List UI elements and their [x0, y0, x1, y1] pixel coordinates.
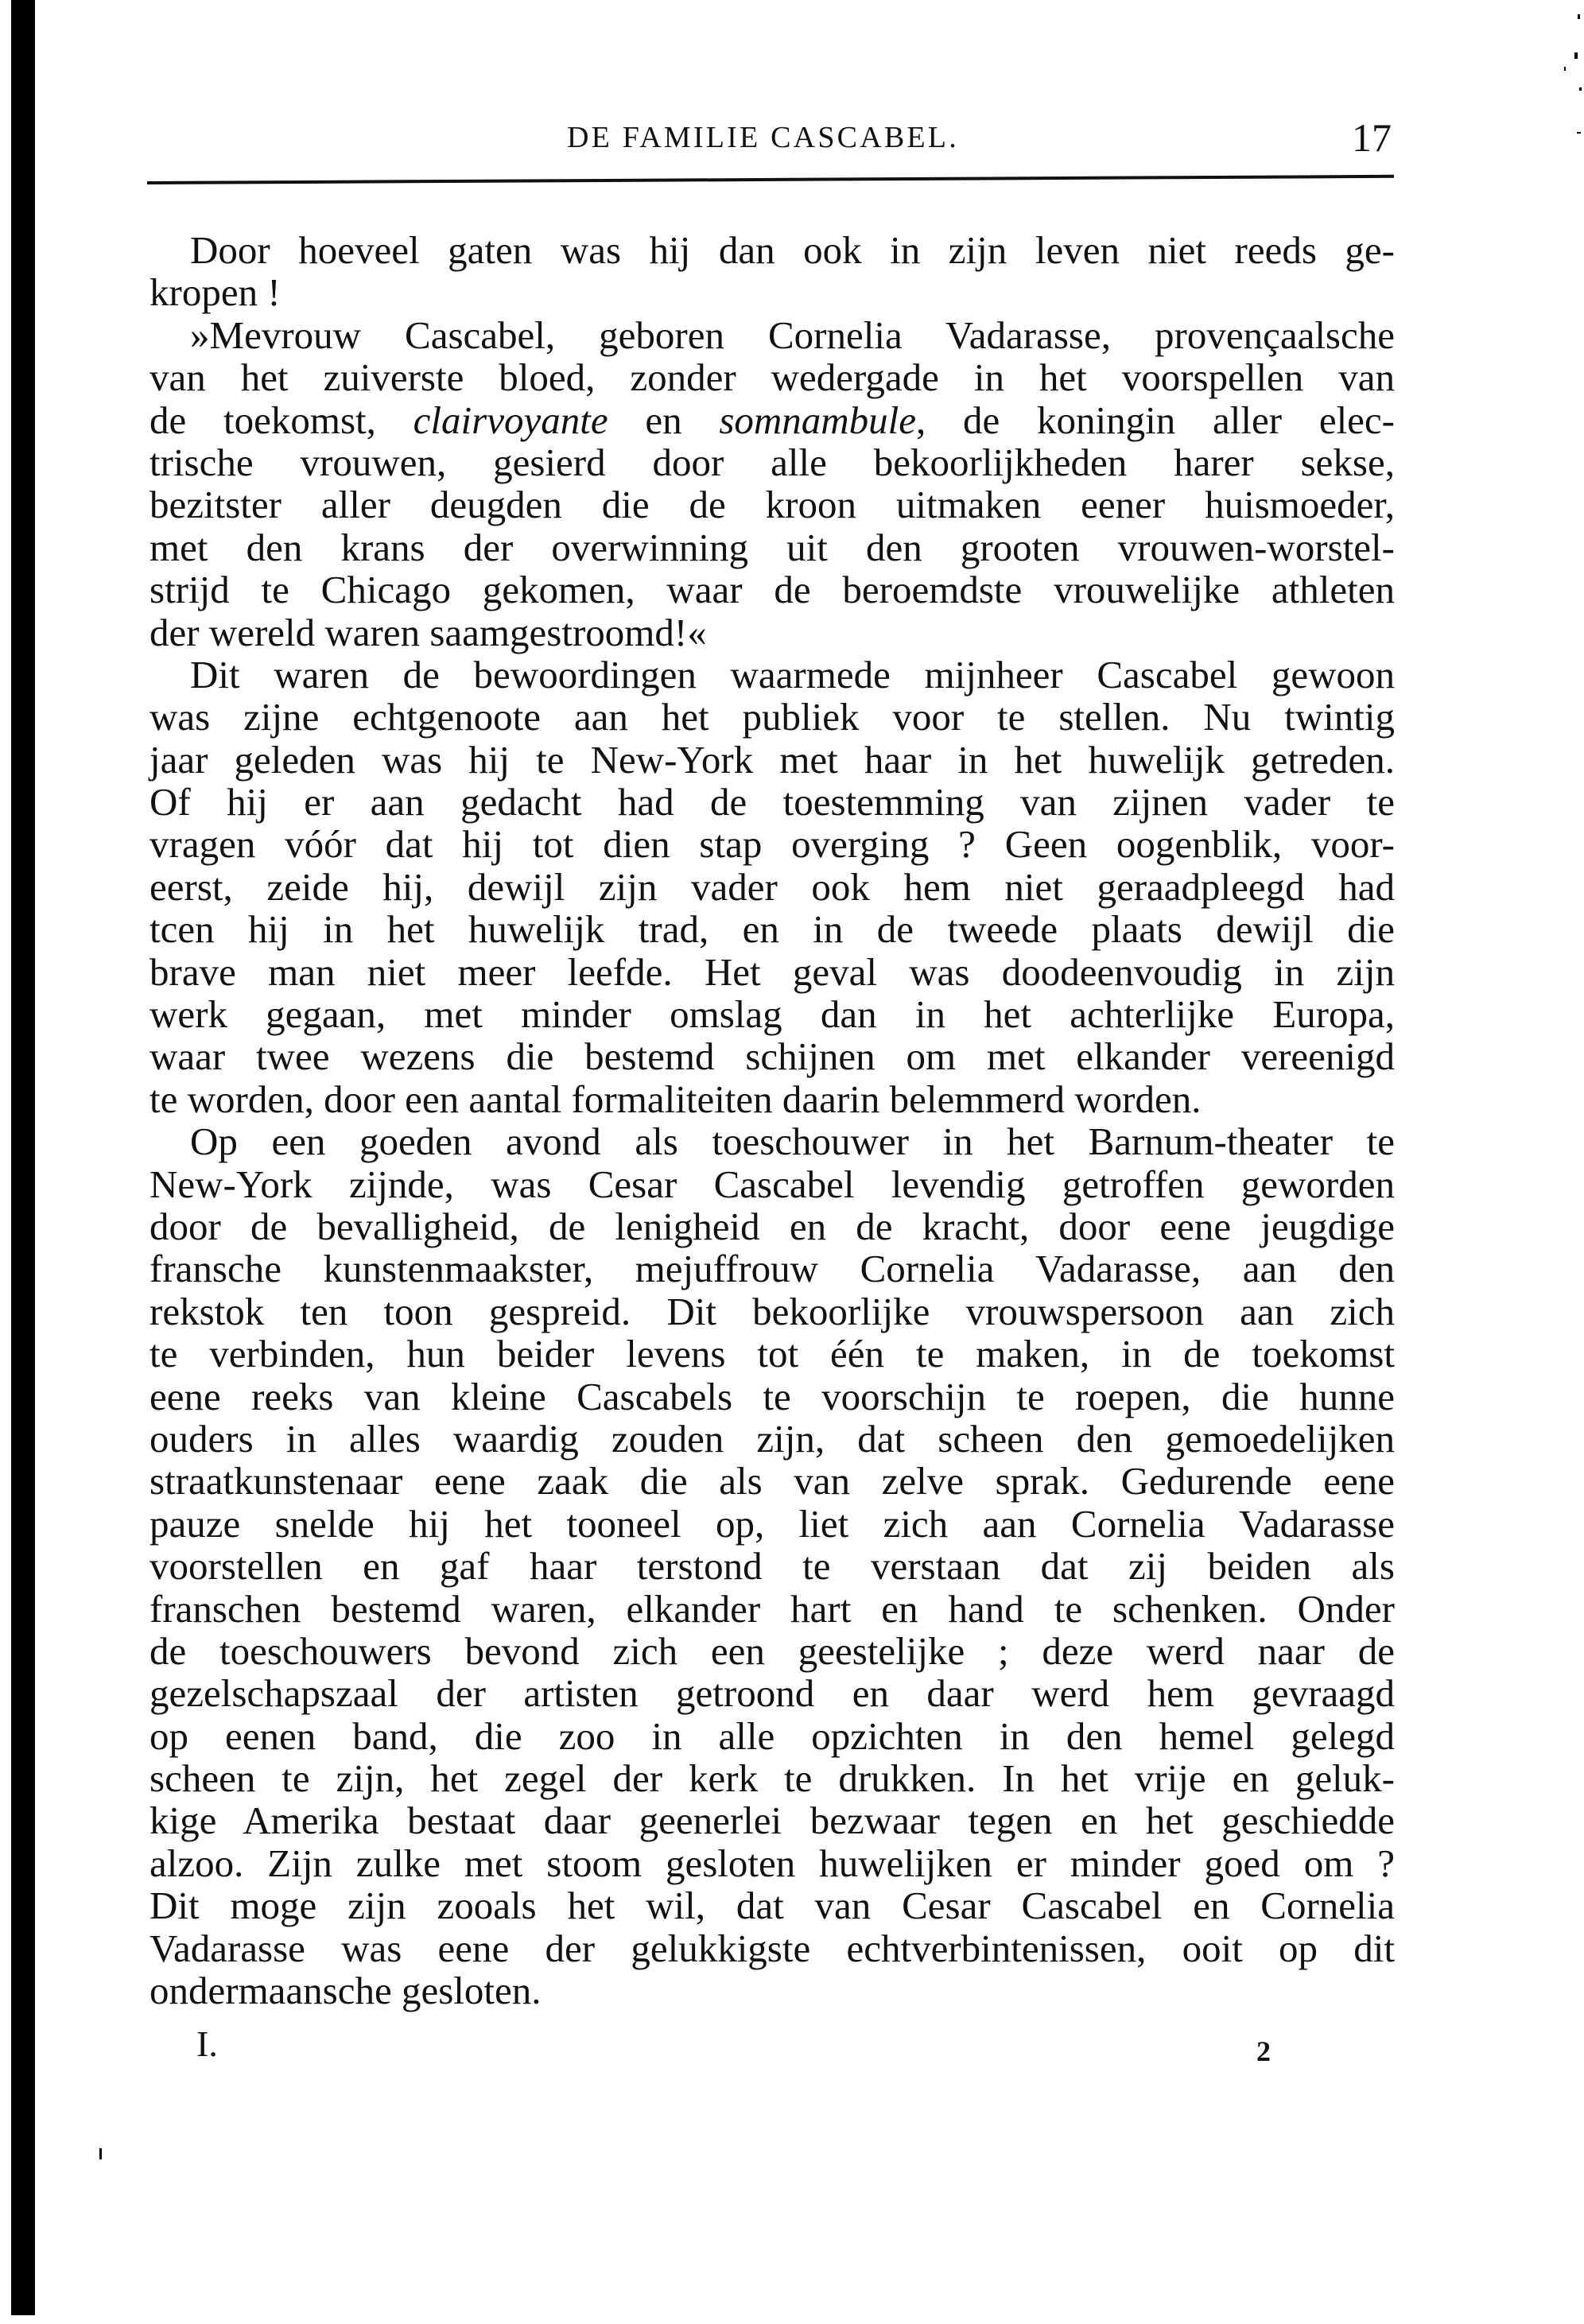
text-line: franschen bestemd waren, elkander hart en hand te schenken. Onder	[149, 1586, 1395, 1631]
text-line: kige Amerika bestaat daar geenerlei bezwaar tegen en het geschiedde	[149, 1798, 1395, 1843]
text-line: rekstok ten toon gespreid. Dit bekoorlijke vrouwspersoon aan zich	[149, 1289, 1395, 1333]
text-line: eerst, zeide hij, dewijl zijn vader ook hem niet geraadpleegd had	[149, 864, 1395, 909]
text-line: Of hij er aan gedacht had de toestemming van zijnen vader te	[149, 780, 1395, 824]
text-run: , de koningin aller elec-	[916, 398, 1395, 442]
text-line: kropen !	[149, 270, 281, 315]
text-line: straatkunstenaar eene zaak die als van zelve sprak. Gedurende eene	[149, 1459, 1395, 1503]
text-line: te verbinden, hun beider levens tot één te maken, in de toekomst	[149, 1332, 1395, 1376]
text-line: New-York zijnde, was Cesar Cascabel levendig getroffen geworden	[149, 1162, 1395, 1206]
text-line: Dit waren de bewoordingen waarmede mijnheer Cascabel gewoon	[190, 652, 1395, 696]
text-line: van het zuiverste bloed, zonder wedergade in het voorspellen van	[149, 355, 1395, 400]
scan-speck	[1564, 67, 1566, 71]
text-line: bezitster aller deugden die de kroon uitmaken eener huismoeder,	[149, 483, 1395, 527]
text-line	[149, 399, 1395, 441]
text-line: alzoo. Zijn zulke met stoom gesloten huwelijken er minder goed om ?	[149, 1841, 1395, 1885]
text-line: tcen hij in het huwelijk trad, en in de tweede plaats dewijl die	[149, 907, 1395, 952]
text-line: door de bevalligheid, de lenigheid en de kracht, door eene jeugdige	[149, 1204, 1395, 1248]
text-line: pauze snelde hij het tooneel op, liet zich aan Cornelia Vadarasse	[149, 1501, 1395, 1546]
text-line: scheen te zijn, het zegel der kerk te drukken. In het vrije en geluk-	[149, 1756, 1395, 1801]
header-rule	[147, 175, 1394, 184]
text-line: Door hoeveel gaten was hij dan ook in zijn leven niet reeds ge-	[190, 228, 1395, 272]
text-line: trische vrouwen, gesierd door alle bekoorlijkheden harer sekse,	[149, 440, 1395, 484]
text-line: te worden, door een aantal formaliteiten daarin belemmerd worden.	[149, 1077, 1202, 1121]
body-text	[149, 229, 1395, 2012]
text-line: ouders in alles waardig zouden zijn, dat scheen den gemoedelijken	[149, 1416, 1395, 1461]
text-line: Vadarasse was eene der gelukkigste echtverbintenissen, ooit op dit	[149, 1926, 1395, 1970]
text-line: Op een goeden avond als toeschouwer in het Barnum-theater te	[190, 1119, 1395, 1164]
text-line: eene reeks van kleine Cascabels te voorschijn te roepen, die hunne	[149, 1374, 1395, 1418]
scan-speck	[1574, 52, 1578, 59]
page-number: 17	[1352, 115, 1392, 160]
text-line: was zijne echtgenoote aan het publiek voor te stellen. Nu twintig	[149, 695, 1395, 739]
text-line: de toeschouwers bevond zich een geestelijke ; deze werd naar de	[149, 1628, 1395, 1673]
scan-speck	[1578, 14, 1580, 19]
text-line: fransche kunstenmaakster, mejuffrouw Cornelia Vadarasse, aan den	[149, 1247, 1395, 1291]
text-line: gezelschapszaal der artisten getroond en daar werd hem gevraagd	[149, 1671, 1395, 1716]
text-line: ondermaansche gesloten.	[149, 1969, 542, 2013]
text-line: voorstellen en gaf haar terstond te verstaan dat zij beiden als	[149, 1544, 1395, 1589]
running-head: DE FAMILIE CASCABEL.	[567, 121, 959, 154]
text-run: en	[608, 398, 720, 442]
text-line: strijd te Chicago gekomen, waar de beroemdste vrouwelijke athleten	[149, 568, 1395, 612]
signature-mark: I.	[196, 2023, 218, 2064]
text-line: vragen vóór dat hij tot dien stap overging ? Geen oogenblik, voor-	[149, 822, 1395, 867]
text-line: waar twee wezens die bestemd schijnen om met elkander vereenigd	[149, 1034, 1395, 1079]
text-run: de toekomst,	[149, 398, 413, 442]
text-line: der wereld waren saamgestroomd!«	[149, 610, 707, 654]
scan-speck	[1579, 87, 1582, 91]
book-binding-edge	[11, 0, 35, 2315]
italic-term: somnambule	[719, 398, 917, 442]
scan-speck	[99, 2148, 102, 2159]
sheet-number: 2	[1256, 2035, 1271, 2067]
text-line: »Mevrouw Cascabel, geboren Cornelia Vadarasse, provençaalsche	[190, 312, 1395, 357]
text-line: brave man niet meer leefde. Het geval was doodeenvoudig in zijn	[149, 949, 1395, 994]
text-line: op eenen band, die zoo in alle opzichten in den hemel gelegd	[149, 1713, 1395, 1758]
text-line: Dit moge zijn zooals het wil, dat van Cesar Cascabel en Cornelia	[149, 1884, 1395, 1928]
text-line: jaar geleden was hij te New-York met haar in het huwelijk getreden.	[149, 737, 1395, 782]
italic-term: clairvoyante	[413, 398, 608, 442]
text-line: met den krans der overwinning uit den grooten vrouwen-worstel-	[149, 525, 1395, 569]
scan-speck	[1577, 132, 1581, 134]
text-line: werk gegaan, met minder omslag dan in het achterlijke Europa,	[149, 992, 1395, 1037]
